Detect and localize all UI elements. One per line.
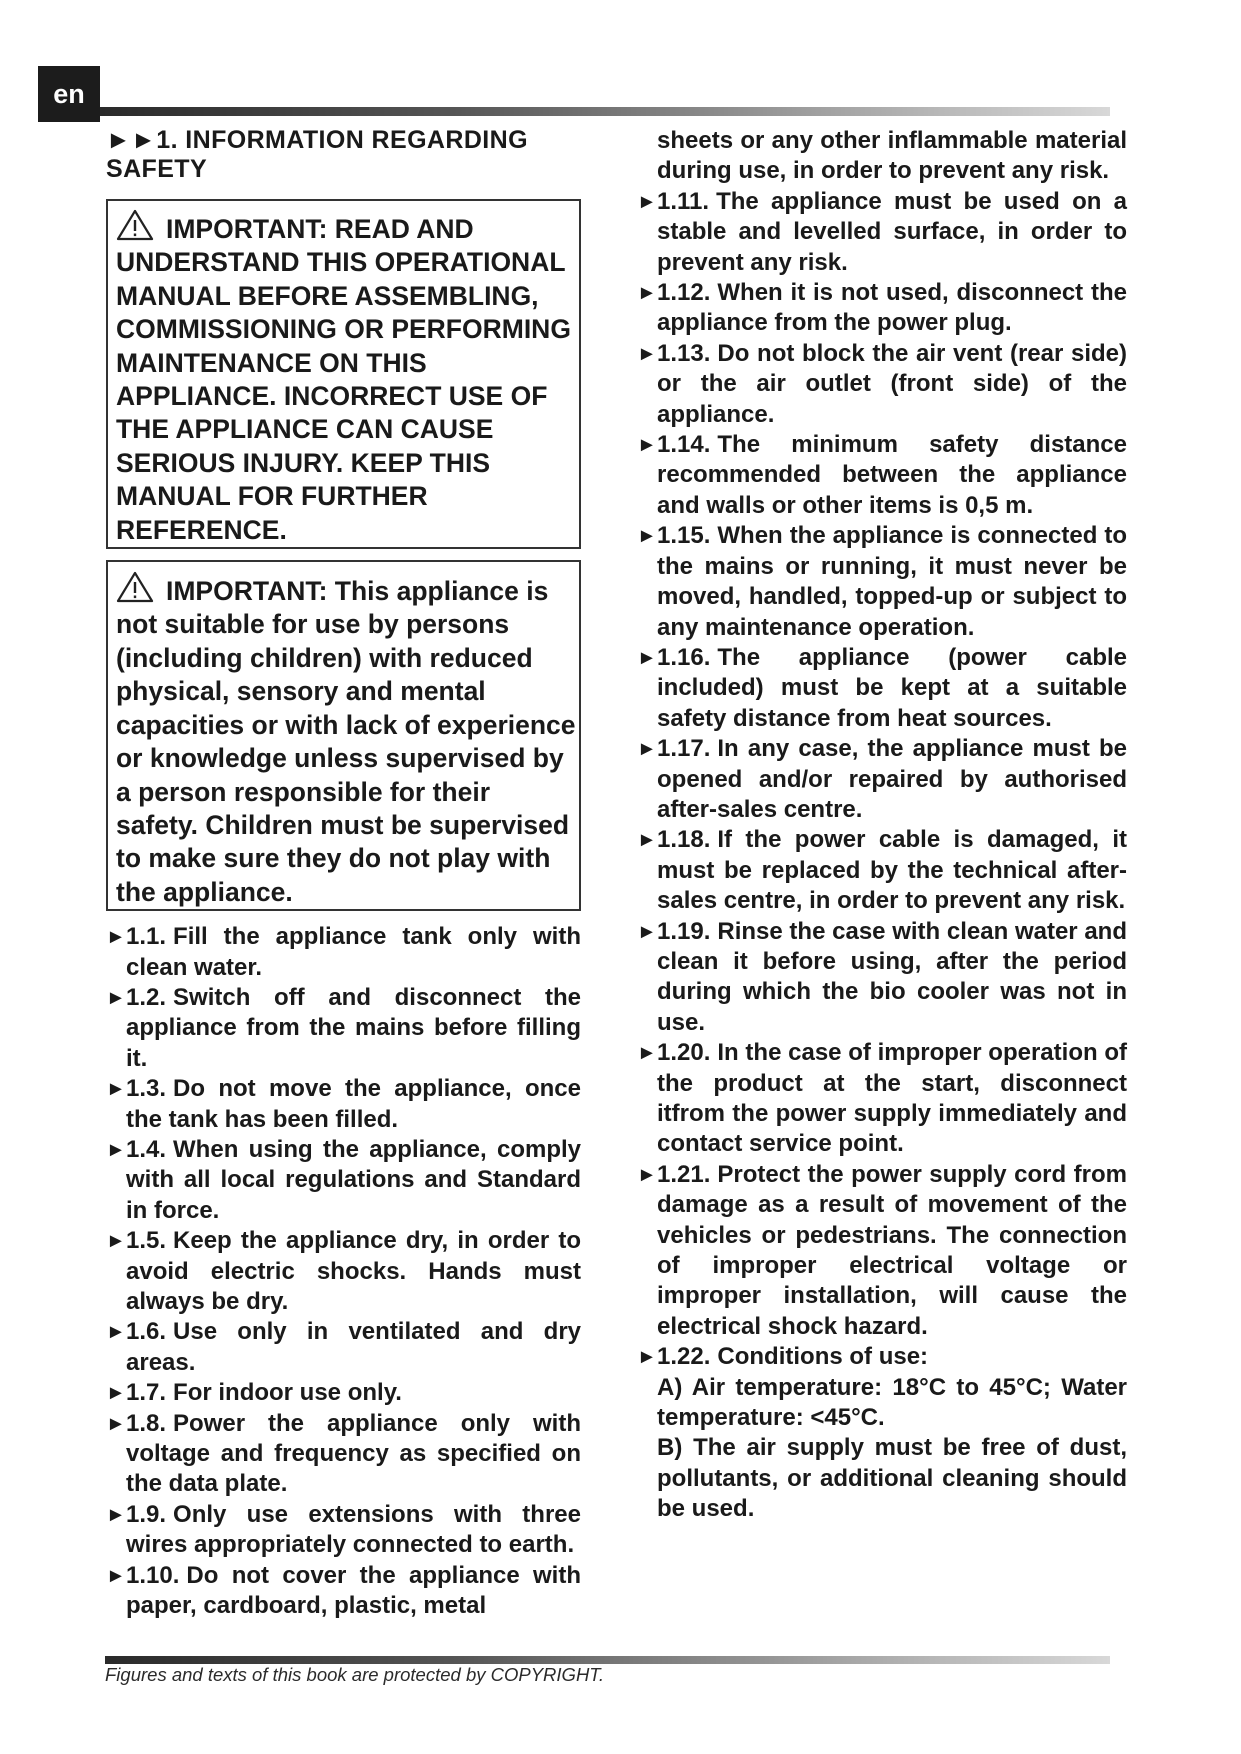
item-text: The appliance must be used on a stable and levelled surface, in order to prevent any risk. [657,187,1127,276]
safety-item [637,430,1127,521]
item-body [126,922,581,983]
item-body [657,734,1127,825]
item-body [126,1378,581,1408]
safety-item [637,1038,1127,1160]
copyright-note: Figures and texts of this book are protected by COPYRIGHT. [105,1664,605,1685]
item-number: 1.15. [657,522,711,550]
bullet-arrow-icon: ► [106,1382,126,1405]
item-body [126,1317,581,1378]
item-text: For indoor use only. [173,1379,402,1407]
item-body [657,278,1127,339]
item-number: 1.7. [126,1379,167,1407]
item-body [657,1160,1127,1342]
item-text: Keep the appliance dry, in order to avoid electric shocks. Hands must always be dry. [126,1227,581,1315]
safety-item [637,1160,1127,1342]
condition-b: B) The air supply must be free of dust, pollutants, or additional cleaning should be used. [657,1434,1127,1523]
safety-item [106,983,581,1074]
safety-item [637,187,1127,278]
bullet-arrow-icon: ► [637,646,657,669]
item-text: Conditions of use: [717,1343,929,1371]
warning-box-persons [106,560,581,911]
bullet-arrow-icon: ► [637,738,657,761]
bullet-arrow-icon: ► [637,525,657,548]
item-text: In any case, the appliance must be opened and/or repaired by authorised after-sales centre. [657,735,1127,823]
warning-triangle-icon [116,571,154,603]
bullet-arrow-icon: ► [106,926,126,949]
item-text: Protect the power supply cord from damage as a result of movement of the vehicles or pedestrians. The connection of improper electrical voltage or improper installation, will cause the electrical shock hazard. [657,1160,1127,1340]
item-number: 1.1. [126,923,167,951]
item-number: 1.22. [657,1343,711,1371]
item-text: Use only in ventilated and dry areas. [126,1318,581,1376]
bullet-arrow-icon: ► [106,1503,126,1526]
item-text: If the power cable is damaged, it must be replaced by the technical after-sales centre, in order to prevent any risk. [657,826,1127,915]
item-number: 1.10. [126,1561,180,1589]
safety-item [637,825,1127,916]
item-text: The appliance (power cable included) must be kept at a suitable safety distance from heat sources. [657,643,1127,732]
bullet-arrow-icon: ► [106,1230,126,1253]
item-body [657,430,1127,521]
item-number: 1.3. [126,1075,167,1103]
bullet-arrow-icon: ► [106,986,126,1009]
item-text: When it is not used, disconnect the appliance from the power plug. [657,279,1127,337]
item-number: 1.17. [657,735,711,763]
bullet-arrow-icon: ► [637,190,657,213]
bullet-arrow-icon: ► [637,342,657,365]
item-body [126,1135,581,1226]
item-number: 1.5. [126,1227,167,1255]
right-item-list [637,187,1127,1373]
bullet-arrow-icon: ► [637,920,657,943]
left-item-list [106,922,581,1621]
bullet-arrow-icon: ► [637,1346,657,1369]
item-body [657,187,1127,278]
item-body [126,1226,581,1317]
item-number: 1.6. [126,1318,167,1346]
item-text: Only use extensions with three wires appropriately connected to earth. [126,1500,581,1559]
language-tab: en [38,66,100,122]
item-body [657,1342,1127,1372]
item-number: 1.9. [126,1500,167,1528]
item-text: Fill the appliance tank only with clean water. [126,923,581,981]
item-text: Power the appliance only with voltage and frequency as specified on the data plate. [126,1409,581,1498]
bullet-arrow-icon: ► [106,1138,126,1161]
safety-item [637,1342,1127,1372]
bullet-arrow-icon: ► [106,1564,126,1587]
warning-text-manual: IMPORTANT: READ AND UNDERSTAND THIS OPERATIONAL MANUAL BEFORE ASSEMBLING, COMMISSIONING OR PERFORMING MAINTENANCE ON THIS APPLIANCE. INCORRECT USE OF THE APPLIANCE CAN CAUSE SERIOUS INJURY. KEEP THIS MANUAL FOR FURTHER REFERENCE. [116,214,571,545]
bullet-arrow-icon: ► [106,1412,126,1435]
item-body [657,917,1127,1039]
bullet-arrow-icon: ► [106,1078,126,1101]
item-body [126,1561,581,1622]
condition-a: A) Air temperature: 18°C to 45°C; Water temperature: <45°C. [657,1373,1127,1432]
bullet-arrow-icon: ► [637,1042,657,1065]
item-text: Do not move the appliance, once the tank has been filled. [126,1075,581,1133]
footer-rule [105,1656,1110,1664]
item-number: 1.21. [657,1160,711,1188]
item-text: The minimum safety distance recommended between the appliance and walls or other items is 0,5 m. [657,431,1127,519]
item-number: 1.2. [126,983,167,1011]
item-body [657,521,1127,643]
safety-item [106,1317,581,1378]
item-body [126,1500,581,1561]
bullet-arrow-icon: ► [637,1163,657,1186]
safety-item [106,1378,581,1408]
item-text: Do not cover the appliance with paper, cardboard, plastic, metal [126,1561,581,1620]
item-number: 1.18. [657,826,711,854]
safety-item [106,922,581,983]
warning-box-manual [106,199,581,549]
safety-item [637,643,1127,734]
item-number: 1.12. [657,279,711,307]
item-body [126,1409,581,1500]
bullet-arrow-icon: ► [106,1321,126,1344]
item-number: 1.4. [126,1135,167,1163]
item-body [657,339,1127,430]
item-text: In the case of improper operation of the product at the start, disconnect itfrom the power supply immediately and contact service point. [657,1039,1127,1158]
safety-item [637,339,1127,430]
item-number: 1.19. [657,917,711,945]
safety-item [106,1074,581,1135]
item-body [126,983,581,1074]
safety-item [637,734,1127,825]
item-number: 1.11. [657,187,710,215]
safety-item [637,278,1127,339]
item-text: When using the appliance, comply with all local regulations and Standard in force. [126,1135,581,1224]
item-number: 1.13. [657,339,711,367]
item-number: 1.16. [657,643,711,671]
bullet-arrow-icon: ► [637,282,657,305]
bullet-arrow-icon: ► [637,829,657,852]
item-number: 1.20. [657,1039,711,1067]
right-column [637,126,1127,1525]
item-body [657,643,1127,734]
safety-item [106,1409,581,1500]
item-text: When the appliance is connected to the mains or running, it must never be moved, handled, topped-up or subject to any maintenance operation. [657,522,1127,641]
item-body [126,1074,581,1135]
safety-item [637,917,1127,1039]
header-rule [100,107,1110,116]
item-text: Switch off and disconnect the appliance from the mains before filling it. [126,983,581,1072]
item-body [657,825,1127,916]
safety-item [106,1135,581,1226]
item-number: 1.14. [657,431,711,459]
warning-triangle-icon [116,209,154,241]
safety-item [637,521,1127,643]
item-number: 1.8. [126,1409,167,1437]
safety-item [106,1226,581,1317]
safety-item [106,1561,581,1622]
bullet-arrow-icon: ► [637,434,657,457]
section-heading: ►►1. INFORMATION REGARDING SAFETY [106,126,528,183]
item-continuation: sheets or any other inflammable material during use, in order to prevent any risk. [657,127,1127,185]
warning-text-persons: IMPORTANT: This appliance is not suitable for use by persons (including children) with reduced physical, sensory and mental capacities or with lack of experience or knowledge unless supervised by a person responsible for their safety. Children must be supervised to make sure they do not play with the appliance. [116,576,576,907]
safety-item [106,1500,581,1561]
item-text: Do not block the air vent (rear side) or the air outlet (front side) of the appliance. [657,339,1127,428]
left-column [106,126,581,1621]
item-body [657,1038,1127,1160]
item-text: Rinse the case with clean water and clean it before using, after the period during which the bio cooler was not in use. [657,917,1127,1036]
